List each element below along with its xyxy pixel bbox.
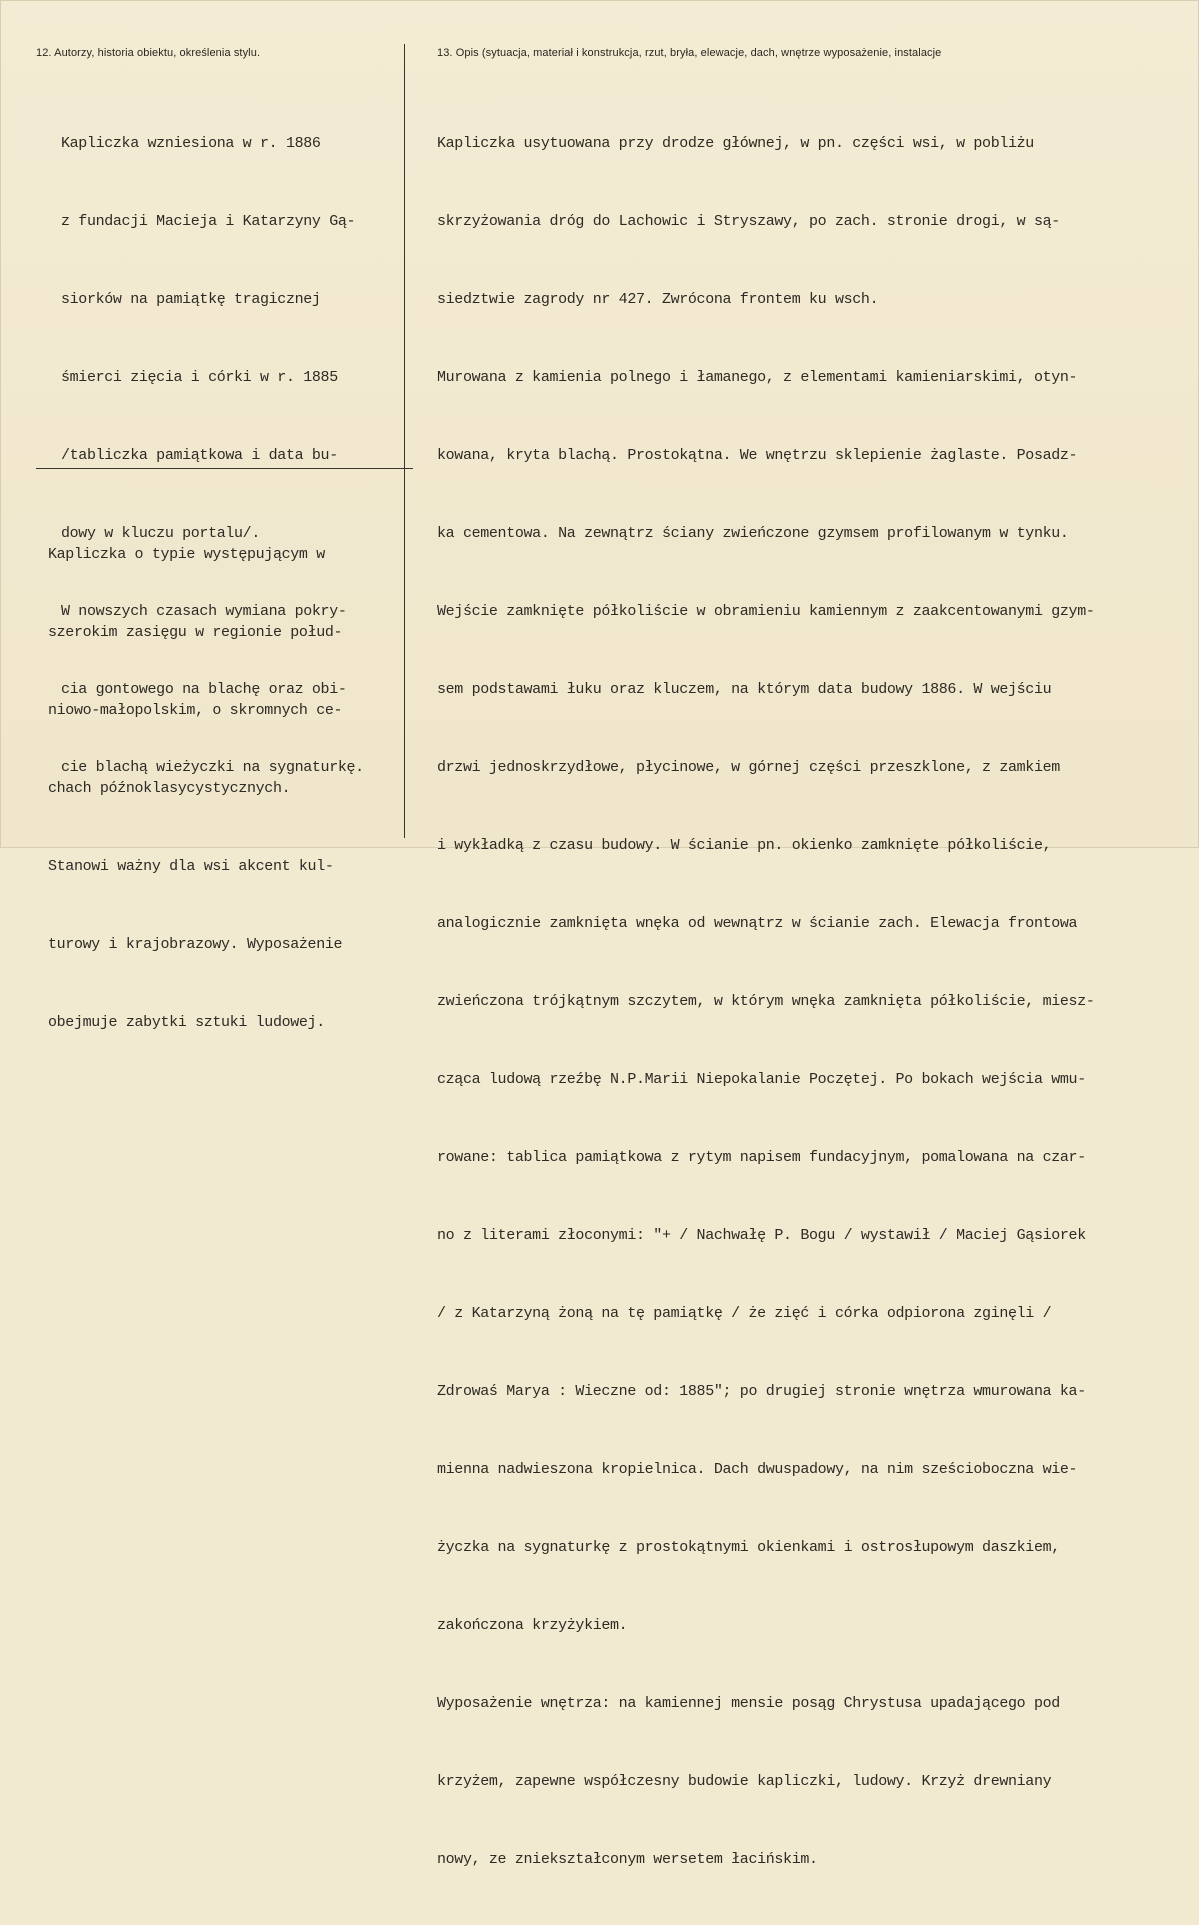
style-assessment-text xyxy=(48,490,342,1088)
text-line: sem podstawami łuku oraz kluczem, na którym data budowy 1886. W wejściu xyxy=(437,681,1052,698)
text-line: Kapliczka usytuowana przy drodze głównej, w pn. części wsi, w pobliżu xyxy=(437,135,1034,152)
section-13-heading: 13. Opis (sytuacja, materiał i konstrukcja, rzut, bryła, elewacje, dach, wnętrze wyposażenie, instalacje xyxy=(437,47,942,59)
section-divider-tick xyxy=(405,468,413,469)
text-line: turowy i krajobrazowy. Wyposażenie xyxy=(48,936,343,953)
text-line: Wyposażenie wnętrza: na kamiennej mensie posąg Chrystusa upadającego pod xyxy=(437,1695,1060,1712)
text-line: krzyżem, zapewne współczesny budowie kapliczki, ludowy. Krzyż drewniany xyxy=(437,1773,1052,1790)
text-line: Stanowi ważny dla wsi akcent kul- xyxy=(48,858,334,875)
text-line: no z literami złoconymi: "+ / Nachwałę P. Bogu / wystawił / Maciej Gąsiorek xyxy=(437,1227,1086,1244)
text-line: obejmuje zabytki sztuki ludowej. xyxy=(48,1014,325,1031)
text-line: życzka na sygnaturkę z prostokątnymi okienkami i ostrosłupowym daszkiem, xyxy=(437,1539,1060,1556)
text-line: zakończona krzyżykiem. xyxy=(437,1617,628,1634)
text-line: kowana, kryta blachą. Prostokątna. We wnętrzu sklepienie żaglaste. Posadz- xyxy=(437,447,1078,464)
column-divider xyxy=(404,44,405,838)
text-line: cie blachą wieżyczki na sygnaturkę. xyxy=(61,759,364,776)
text-line: siedztwie zagrody nr 427. Zwrócona frontem ku wsch. xyxy=(437,291,879,308)
text-line: chach późnoklasycystycznych. xyxy=(48,780,291,797)
text-line: cząca ludową rzeźbę N.P.Marii Niepokalanie Poczętej. Po bokach wejścia wmu- xyxy=(437,1071,1086,1088)
description-text xyxy=(437,79,1095,1925)
text-line: Wejście zamknięte półkoliście w obramieniu kamiennym z zaakcentowanymi gzym- xyxy=(437,603,1095,620)
text-line: i wykładką z czasu budowy. W ścianie pn. okienko zamknięte półkoliście, xyxy=(437,837,1052,854)
text-line: / z Katarzyną żoną na tę pamiątkę / że zięć i córka odpiorona zginęli / xyxy=(437,1305,1052,1322)
text-line: Kapliczka wzniesiona w r. 1886 xyxy=(61,135,321,152)
text-line: Zdrowaś Marya : Wieczne od: 1885"; po drugiej stronie wnętrza wmurowana ka- xyxy=(437,1383,1086,1400)
text-line: drzwi jednoskrzydłowe, płycinowe, w górnej części przeszklone, z zamkiem xyxy=(437,759,1060,776)
section-12-heading: 12. Autorzy, historia obiektu, określenia stylu. xyxy=(36,47,261,59)
text-line: szerokim zasięgu w regionie połud- xyxy=(48,624,343,641)
text-line: nowy, ze zniekształconym wersetem łacińskim. xyxy=(437,1851,818,1868)
text-line: mienna nadwieszona kropielnica. Dach dwuspadowy, na nim sześcioboczna wie- xyxy=(437,1461,1078,1478)
text-line: skrzyżowania dróg do Lachowic i Stryszawy, po zach. stronie drogi, w są- xyxy=(437,213,1060,230)
text-line: śmierci zięcia i córki w r. 1885 xyxy=(61,369,338,386)
text-line: Murowana z kamienia polnego i łamanego, z elementami kamieniarskimi, otyn- xyxy=(437,369,1078,386)
text-line: dowy w kluczu portalu/. xyxy=(61,525,260,542)
text-line: analogicznie zamknięta wnęka od wewnątrz w ścianie zach. Elewacja frontowa xyxy=(437,915,1078,932)
text-line: ka cementowa. Na zewnątrz ściany zwieńczone gzymsem profilowanym w tynku. xyxy=(437,525,1069,542)
text-line: zwieńczona trójkątnym szczytem, w którym wnęka zamknięta półkoliście, miesz- xyxy=(437,993,1095,1010)
text-line: /tabliczka pamiątkowa i data bu- xyxy=(61,447,338,464)
text-line: niowo-małopolskim, o skromnych ce- xyxy=(48,702,343,719)
text-line: cia gontowego na blachę oraz obi- xyxy=(61,681,347,698)
text-line: z fundacji Macieja i Katarzyny Gą- xyxy=(61,213,356,230)
text-line: rowane: tablica pamiątkowa z rytym napisem fundacyjnym, pomalowana na czar- xyxy=(437,1149,1086,1166)
text-line: siorków na pamiątkę tragicznej xyxy=(61,291,321,308)
text-line: W nowszych czasach wymiana pokry- xyxy=(61,603,347,620)
text-line: Kapliczka o typie występującym w xyxy=(48,546,325,563)
